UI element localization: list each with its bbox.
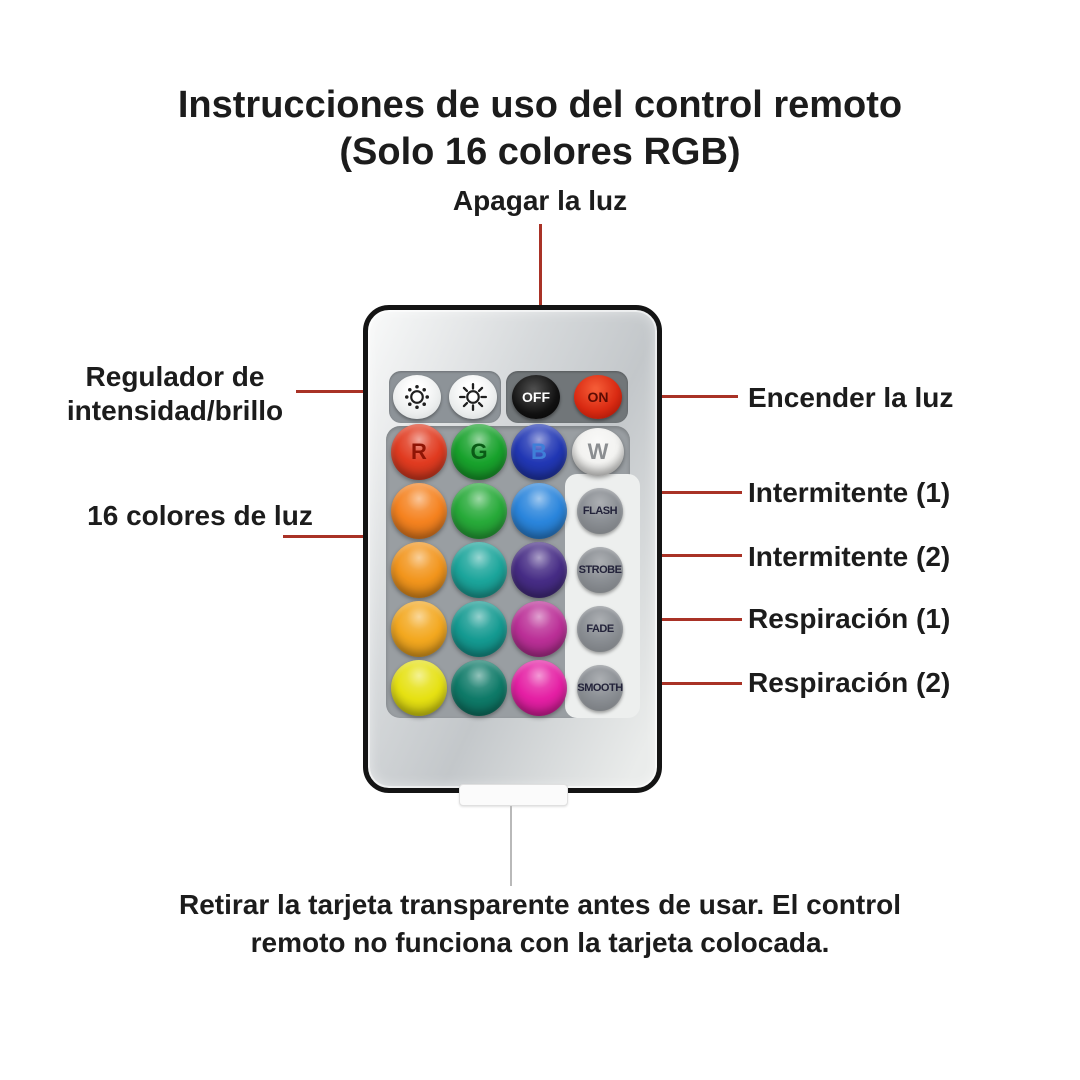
tab-pointer-line bbox=[510, 806, 512, 886]
brightness-down-button bbox=[393, 375, 441, 419]
label-intermitente-1: Intermitente (1) bbox=[748, 477, 951, 508]
label-respiracion-1: Respiración (1) bbox=[748, 603, 951, 634]
label-encender-la-luz: Encender la luz bbox=[748, 382, 954, 413]
color-button bbox=[391, 542, 447, 598]
label-16-colores: 16 colores de luz bbox=[87, 500, 313, 531]
label-intermitente-2: Intermitente (2) bbox=[748, 541, 951, 572]
button-fade: FADE bbox=[577, 606, 623, 652]
color-button bbox=[511, 483, 567, 539]
brightness-up-button bbox=[449, 375, 497, 419]
color-button bbox=[451, 483, 507, 539]
button-strobe: STROBE bbox=[577, 547, 623, 593]
color-button bbox=[511, 542, 567, 598]
color-button bbox=[511, 424, 567, 480]
button-smooth: SMOOTH bbox=[577, 665, 623, 711]
button-flash: FLASH bbox=[577, 488, 623, 534]
color-button bbox=[451, 601, 507, 657]
color-button bbox=[572, 428, 624, 476]
label-regulador-intensidad bbox=[20, 360, 330, 428]
color-button bbox=[391, 601, 447, 657]
color-button bbox=[451, 660, 507, 716]
battery-pull-tab bbox=[459, 784, 568, 806]
on-button bbox=[574, 375, 622, 419]
color-button bbox=[511, 601, 567, 657]
off-button bbox=[512, 375, 560, 419]
color-button bbox=[391, 483, 447, 539]
brightness-up-icon bbox=[457, 381, 489, 413]
brightness-dim-icon bbox=[401, 381, 433, 413]
label-apagar-la-luz: Apagar la luz bbox=[452, 185, 628, 216]
regulador-line-2: intensidad/brillo bbox=[66, 395, 284, 426]
color-button bbox=[391, 660, 447, 716]
footer-note bbox=[0, 886, 1080, 962]
button-letter: W bbox=[587, 439, 609, 464]
off-button-label: OFF bbox=[522, 389, 550, 405]
label-respiracion-2: Respiración (2) bbox=[748, 667, 951, 698]
page-title bbox=[0, 82, 1080, 176]
color-button bbox=[391, 424, 447, 480]
button-letter: G bbox=[470, 439, 488, 464]
footer-line-1: Retirar la tarjeta transparente antes de usar. El control bbox=[178, 889, 902, 920]
color-button bbox=[451, 542, 507, 598]
title-line-2: (Solo 16 colores RGB) bbox=[339, 131, 741, 173]
button-letter: B bbox=[531, 439, 547, 464]
title-line-1: Instrucciones de uso del control remoto bbox=[177, 84, 903, 126]
on-button-label: ON bbox=[587, 389, 609, 405]
color-button bbox=[511, 660, 567, 716]
color-button bbox=[451, 424, 507, 480]
footer-line-2: remoto no funciona con la tarjeta colocada. bbox=[250, 927, 830, 958]
button-letter: R bbox=[411, 439, 427, 464]
regulador-line-1: Regulador de bbox=[85, 361, 265, 392]
